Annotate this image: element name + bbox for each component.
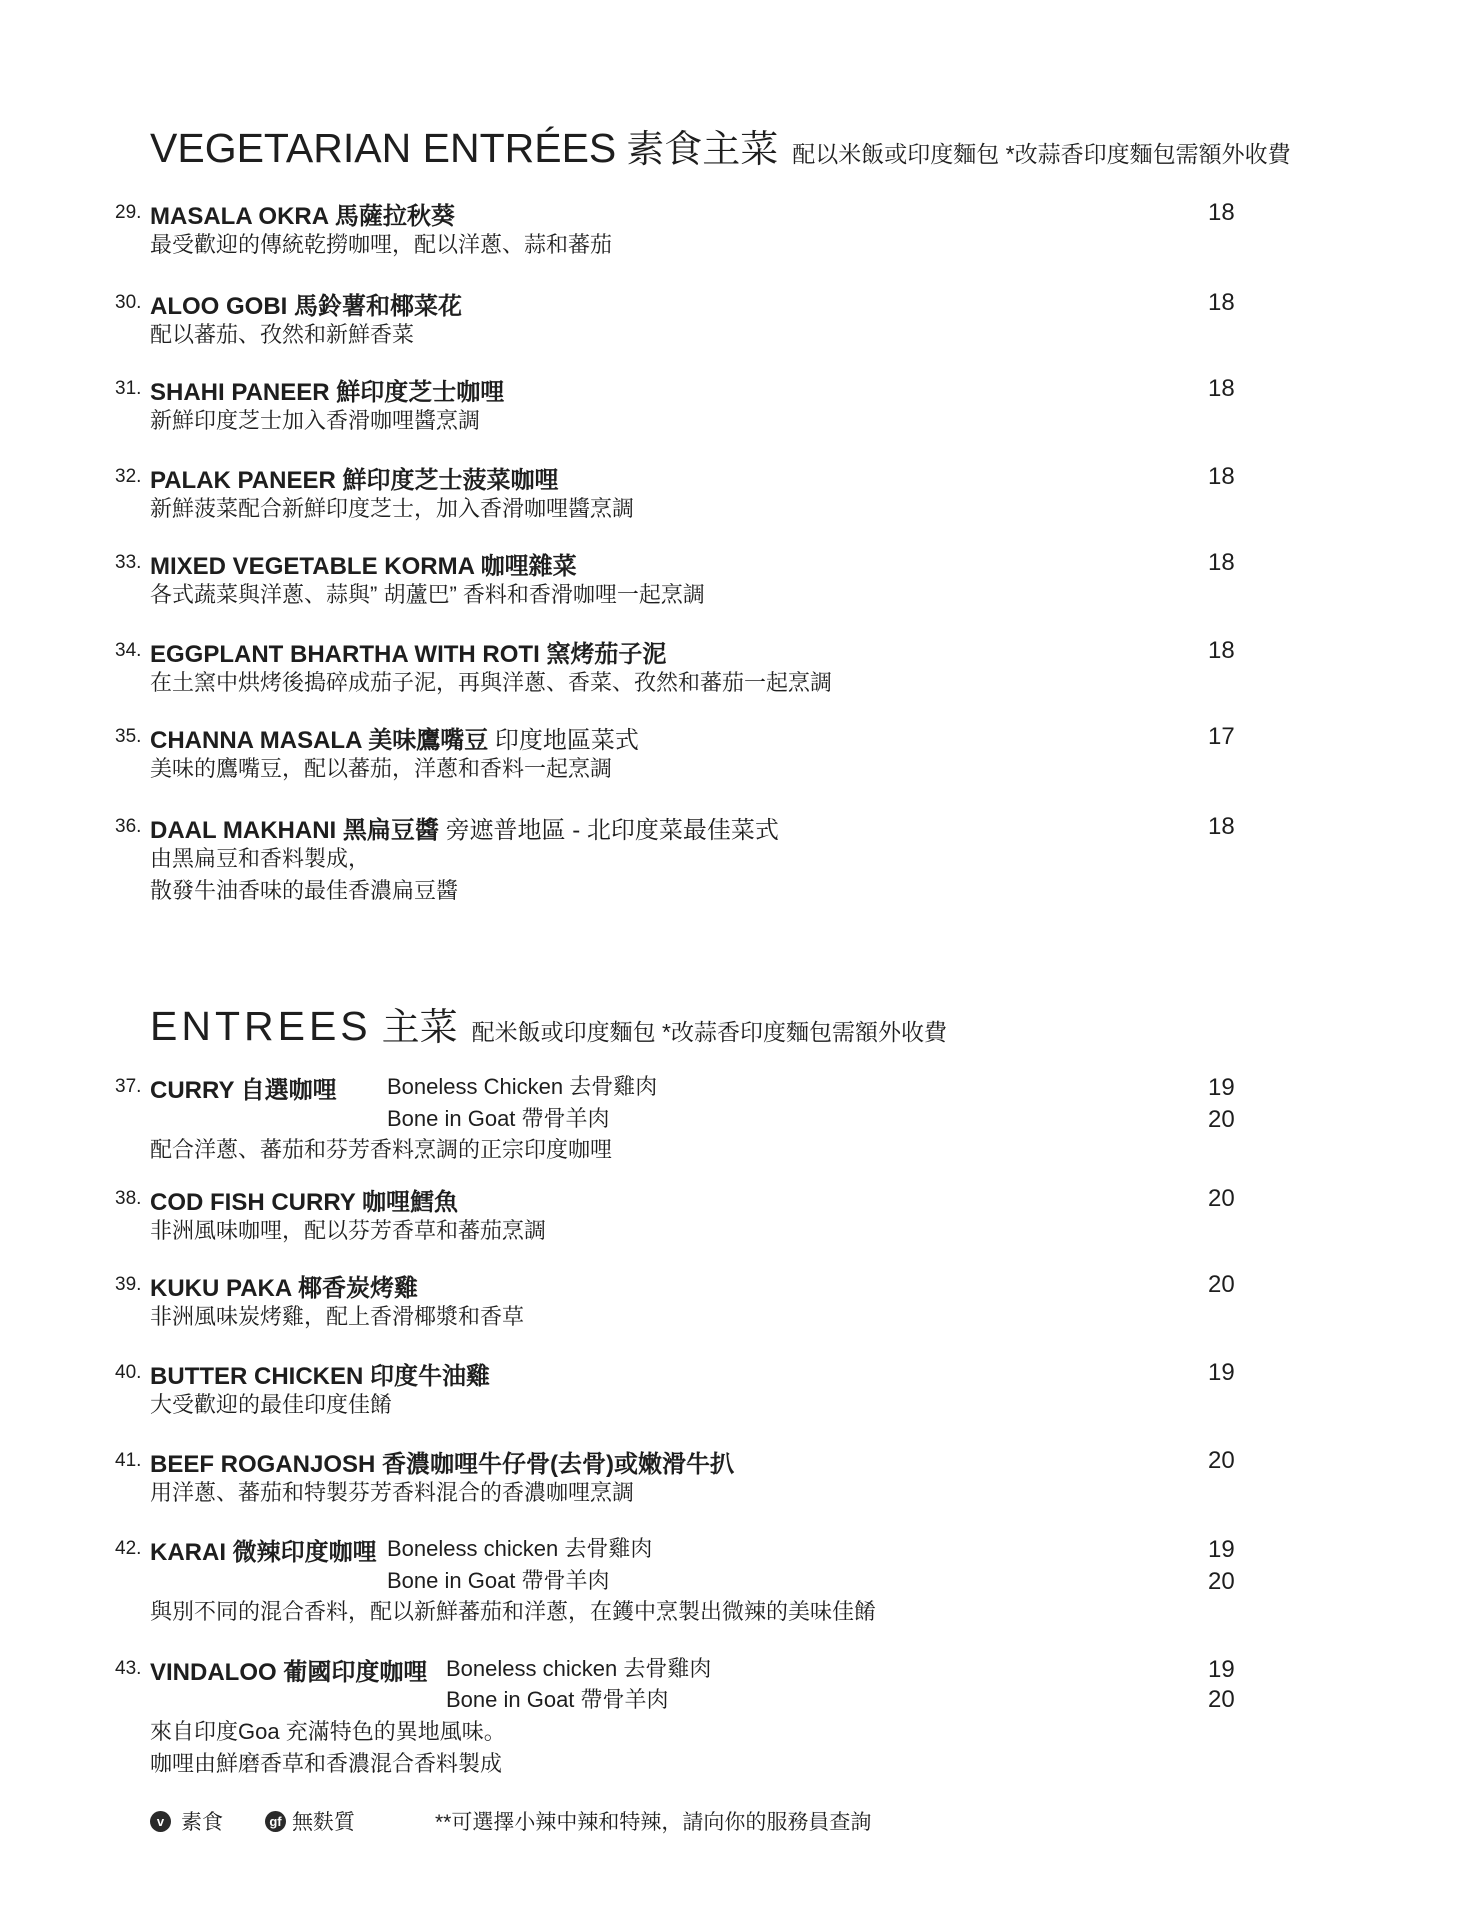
item-description: 美味的鷹嘴豆，配以蕃茄，洋蔥和香料一起烹調 bbox=[150, 756, 613, 781]
item-number: 38. bbox=[115, 1188, 142, 1209]
item-price: 18 bbox=[1208, 375, 1235, 402]
item-price: 17 bbox=[1208, 723, 1235, 750]
item-option: Bone in Goat 帶骨羊肉 bbox=[387, 1568, 610, 1593]
item-description: 來自印度Goa 充滿特色的異地風味。 bbox=[150, 1719, 506, 1744]
item-name: CURRY 自選咖哩 bbox=[150, 1077, 337, 1104]
item-price: 19 bbox=[1208, 1656, 1235, 1683]
item-number: 29. bbox=[115, 202, 142, 223]
footer-legend bbox=[150, 1806, 871, 1836]
item-number: 43. bbox=[115, 1658, 142, 1679]
item-description: 最受歡迎的傳統乾撈咖哩，配以洋蔥、蒜和蕃茄 bbox=[150, 232, 613, 257]
item-number: 36. bbox=[115, 816, 142, 837]
item-name: KUKU PAKA 椰香炭烤雞 bbox=[150, 1275, 418, 1302]
item-number: 30. bbox=[115, 292, 142, 313]
item-name: EGGPLANT BHARTHA WITH ROTI 窯烤茄子泥 bbox=[150, 641, 667, 668]
item-name: PALAK PANEER 鮮印度芝士菠菜咖哩 bbox=[150, 467, 559, 494]
gluten-free-icon: gf bbox=[265, 1811, 286, 1832]
item-number: 31. bbox=[115, 378, 142, 399]
item-description: 與別不同的混合香料，配以新鮮蕃茄和洋蔥，在鑊中烹製出微辣的美味佳餚 bbox=[150, 1599, 877, 1624]
item-option: Bone in Goat 帶骨羊肉 bbox=[387, 1106, 610, 1131]
item-description: 大受歡迎的最佳印度佳餚 bbox=[150, 1392, 393, 1417]
item-number: 32. bbox=[115, 466, 142, 487]
item-price: 18 bbox=[1208, 549, 1235, 576]
item-description: 新鮮印度芝士加入香滑咖哩醬烹調 bbox=[150, 408, 481, 433]
item-description: 配合洋蔥、蕃茄和芬芳香料烹調的正宗印度咖哩 bbox=[150, 1137, 613, 1162]
item-description-line2: 散發牛油香味的最佳香濃扁豆醬 bbox=[150, 878, 459, 903]
item-option: Boneless chicken 去骨雞肉 bbox=[387, 1536, 653, 1561]
spice-level-note: **可選擇小辣中辣和特辣，請向你的服務員查詢 bbox=[435, 1811, 872, 1834]
item-price: 20 bbox=[1208, 1185, 1235, 1212]
item-description: 配以蕃茄、孜然和新鮮香菜 bbox=[150, 322, 415, 347]
item-description: 非洲風味炭烤雞，配上香滑椰漿和香草 bbox=[150, 1304, 525, 1329]
item-number: 41. bbox=[115, 1450, 142, 1471]
item-price: 18 bbox=[1208, 289, 1235, 316]
section-title-vegetarian bbox=[150, 118, 1291, 173]
item-number: 37. bbox=[115, 1076, 142, 1097]
item-name: KARAI 微辣印度咖哩 bbox=[150, 1539, 377, 1566]
item-name: MASALA OKRA 馬薩拉秋葵 bbox=[150, 203, 455, 230]
item-number: 34. bbox=[115, 640, 142, 661]
item-number: 40. bbox=[115, 1362, 142, 1383]
item-name-text: DAAL MAKHANI 黑扁豆醬 bbox=[150, 817, 439, 844]
item-price: 18 bbox=[1208, 813, 1235, 840]
item-description: 用洋蔥、蕃茄和特製芬芳香料混合的香濃咖哩烹調 bbox=[150, 1480, 635, 1505]
item-description: 各式蔬菜與洋蔥、蒜與” 胡蘆巴” 香料和香滑咖哩一起烹調 bbox=[150, 582, 705, 607]
section-title-entrees bbox=[150, 996, 947, 1051]
gluten-free-label: 無麩質 bbox=[292, 1811, 355, 1834]
item-price: 19 bbox=[1208, 1359, 1235, 1386]
item-number: 39. bbox=[115, 1274, 142, 1295]
item-price: 20 bbox=[1208, 1271, 1235, 1298]
item-number: 35. bbox=[115, 726, 142, 747]
item-price: 18 bbox=[1208, 199, 1235, 226]
section-title-en: ENTREES bbox=[150, 1003, 372, 1049]
item-region: 旁遮普地區 - 北印度菜最佳菜式 bbox=[445, 817, 779, 844]
item-region: 印度地區菜式 bbox=[494, 727, 639, 754]
item-name: BEEF ROGANJOSH 香濃咖哩牛仔骨(去骨)或嫩滑牛扒 bbox=[150, 1451, 735, 1478]
vegetarian-label: 素食 bbox=[181, 1811, 223, 1834]
item-number: 42. bbox=[115, 1538, 142, 1559]
item-description: 新鮮菠菜配合新鮮印度芝士，加入香滑咖哩醬烹調 bbox=[150, 496, 635, 521]
item-name: VINDALOO 葡國印度咖哩 bbox=[150, 1659, 428, 1686]
item-option: Boneless chicken 去骨雞肉 bbox=[446, 1656, 712, 1681]
section-title-zh: 主菜 bbox=[381, 1007, 458, 1049]
item-name: ALOO GOBI 馬鈴薯和椰菜花 bbox=[150, 293, 462, 320]
item-price: 20 bbox=[1208, 1568, 1235, 1595]
item-name: MIXED VEGETABLE KORMA 咖哩雜菜 bbox=[150, 553, 577, 580]
item-description: 由黑扁豆和香料製成， bbox=[150, 846, 371, 871]
item-name: BUTTER CHICKEN 印度牛油雞 bbox=[150, 1363, 490, 1390]
item-price: 20 bbox=[1208, 1447, 1235, 1474]
item-name bbox=[150, 810, 779, 845]
section-note: 配米飯或印度麵包 *改蒜香印度麵包需額外收費 bbox=[471, 1019, 948, 1045]
item-description: 在土窯中烘烤後搗碎成茄子泥，再與洋蔥、香菜、孜然和蕃茄一起烹調 bbox=[150, 670, 833, 695]
item-name: SHAHI PANEER 鮮印度芝士咖哩 bbox=[150, 379, 505, 406]
section-title-en: VEGETARIAN ENTRÉES bbox=[150, 125, 617, 171]
item-name: COD FISH CURRY 咖哩鱈魚 bbox=[150, 1189, 459, 1216]
item-price: 18 bbox=[1208, 637, 1235, 664]
item-price: 20 bbox=[1208, 1106, 1235, 1133]
item-price: 18 bbox=[1208, 463, 1235, 490]
item-price: 19 bbox=[1208, 1536, 1235, 1563]
item-description: 非洲風味咖哩，配以芬芳香草和蕃茄烹調 bbox=[150, 1218, 547, 1243]
section-note: 配以米飯或印度麵包 *改蒜香印度麵包需額外收費 bbox=[792, 141, 1291, 167]
item-price: 20 bbox=[1208, 1686, 1235, 1713]
section-title-zh: 素食主菜 bbox=[626, 129, 779, 171]
vegetarian-icon: v bbox=[150, 1811, 171, 1832]
item-number: 33. bbox=[115, 552, 142, 573]
item-option: Boneless Chicken 去骨雞肉 bbox=[387, 1074, 658, 1099]
item-option: Bone in Goat 帶骨羊肉 bbox=[446, 1687, 669, 1712]
item-description-line2: 咖哩由鮮磨香草和香濃混合香料製成 bbox=[150, 1751, 503, 1776]
item-price: 19 bbox=[1208, 1074, 1235, 1101]
item-name-text: CHANNA MASALA 美味鷹嘴豆 bbox=[150, 727, 489, 754]
item-name bbox=[150, 720, 639, 755]
